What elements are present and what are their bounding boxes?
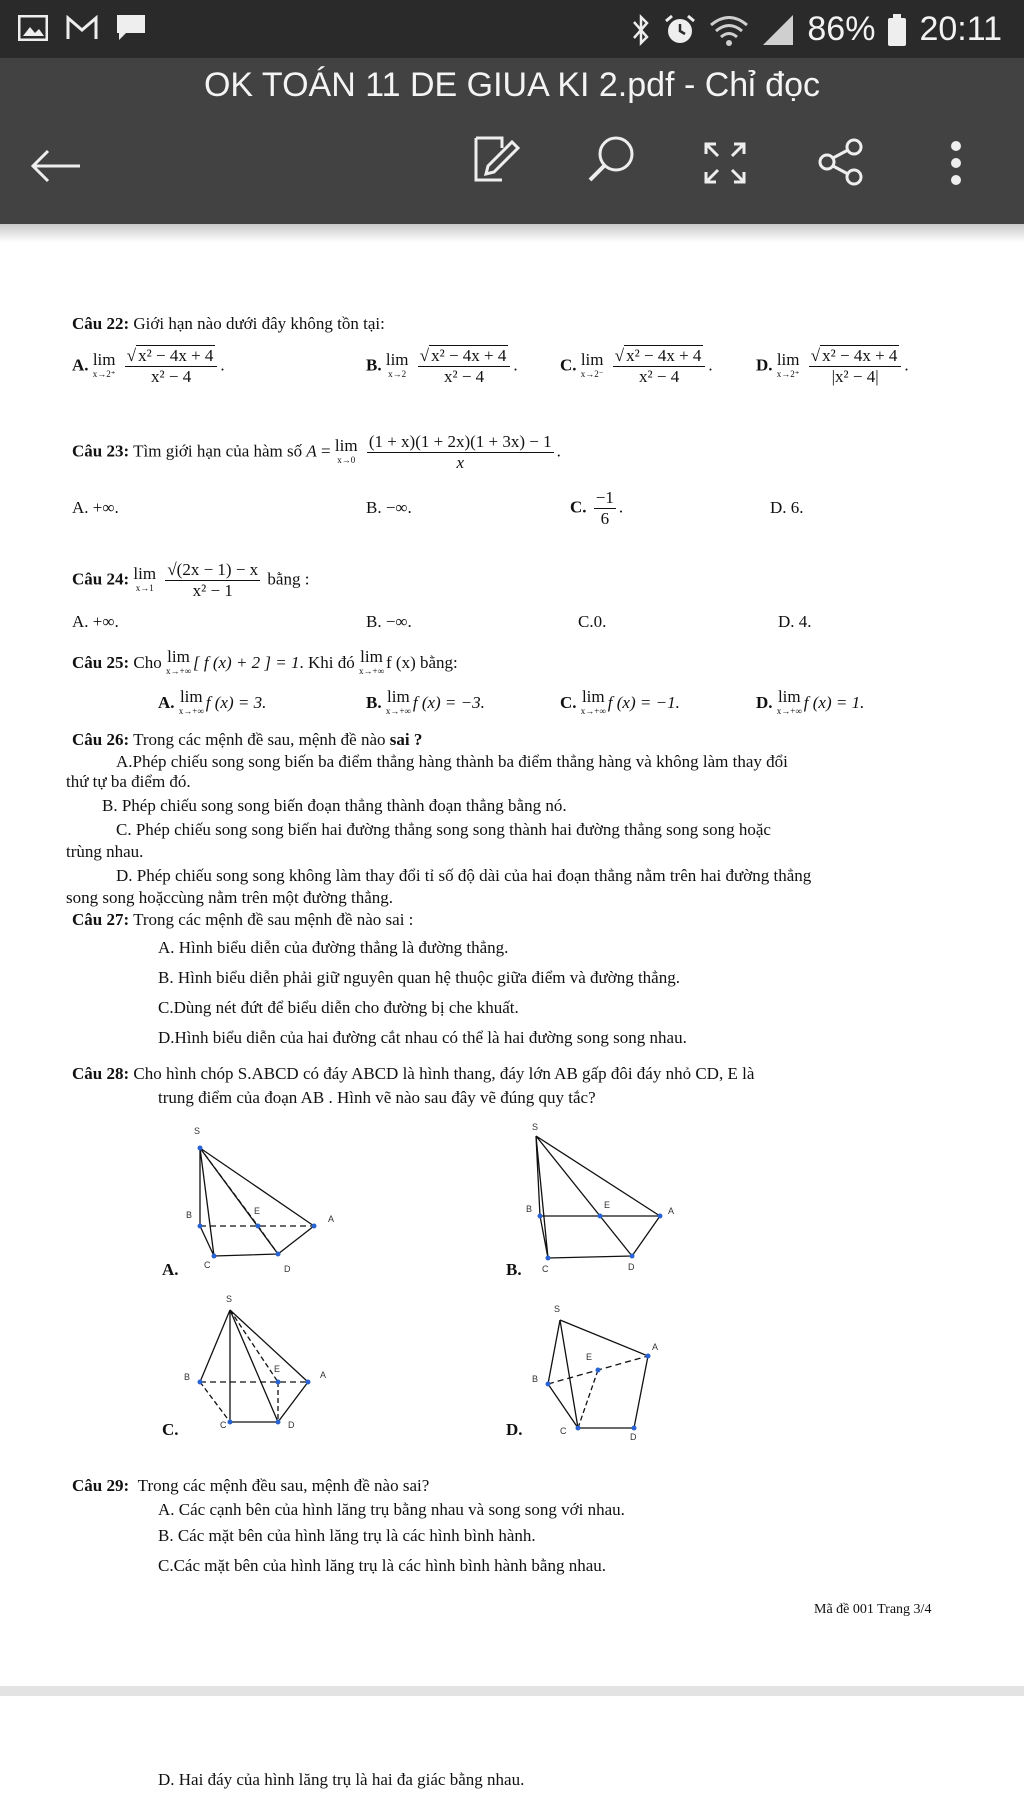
svg-text:S: S <box>194 1126 201 1136</box>
q26-option-b: B. Phép chiếu song song biến đoạn thẳng thành đoạn thẳng bằng nó. <box>102 796 567 815</box>
fullscreen-icon[interactable] <box>704 142 746 184</box>
svg-text:C: C <box>220 1420 227 1430</box>
more-menu-icon[interactable] <box>948 140 964 186</box>
svg-text:C: C <box>204 1260 211 1270</box>
q24-option-a: A. +∞. <box>72 612 119 631</box>
pyramid-figure-d <box>520 1300 700 1440</box>
pyramid-figure-a <box>178 1122 358 1282</box>
message-icon <box>116 14 146 42</box>
q25-prompt: Câu 25: Cho lim x→+∞ [ f (x) + 2 ] = 1. Khi đó lim x→+∞ f (x) bằng: <box>72 647 458 676</box>
svg-text:A: A <box>652 1342 659 1352</box>
svg-text:E: E <box>254 1206 261 1216</box>
q26-prompt: Câu 26: Trong các mệnh đề sau, mệnh đề nào sai ? <box>72 730 423 749</box>
signal-icon <box>761 13 795 47</box>
battery-icon <box>887 13 907 47</box>
q24-option-b: B. −∞. <box>366 612 412 631</box>
gmail-icon <box>66 15 98 41</box>
q22-option-a: A. lim x→2⁺ $\frac{\text{√ x² − 4x + 4}}{\text{x² − 4}}$ . <box>72 346 225 386</box>
svg-text:S: S <box>554 1304 561 1314</box>
svg-text:D: D <box>284 1264 291 1274</box>
back-arrow-icon[interactable] <box>30 148 82 184</box>
svg-text:B: B <box>532 1374 539 1384</box>
q23-option-d: D. 6. <box>770 498 804 517</box>
page-footer: Mã đề 001 Trang 3/4 <box>814 1602 932 1617</box>
q29-option-d: D. Hai đáy của hình lăng trụ là hai đa giác bằng nhau. <box>158 1770 525 1789</box>
search-icon[interactable] <box>586 134 638 184</box>
svg-text:E: E <box>586 1352 593 1362</box>
svg-text:B: B <box>184 1372 191 1382</box>
q22-option-b: B. lim x→2 $\frac{\text{√ x² − 4x + 4}}{\text{x² − 4}}$ . <box>366 346 518 386</box>
q28-option-b-label: B. <box>506 1260 522 1279</box>
svg-text:B: B <box>186 1210 193 1220</box>
q22-option-d: D. lim x→2⁺ $\frac{\text{√ x² − 4x + 4}}{\text{|x² − 4|}}$ . <box>756 346 909 386</box>
q24-option-d: D. 4. <box>778 612 812 631</box>
document-title: OK TOÁN 11 DE GIUA KI 2.pdf - Chỉ đọc <box>203 66 821 104</box>
q29-prompt: Câu 29: Trong các mệnh đều sau, mệnh đề nào sai? <box>72 1476 430 1495</box>
q23-option-c: C. $\frac{-1}{6}$ . <box>570 488 624 528</box>
q26-option-d: D. Phép chiếu song song không làm thay đổi tỉ số độ dài của hai đoạn thẳng nằm trên hai đường thẳng <box>116 866 812 885</box>
notification-icons <box>18 14 146 42</box>
svg-text:D: D <box>288 1420 295 1430</box>
q26-option-c: C. Phép chiếu song song biến hai đường thẳng song song thành hai đường thẳng song song hoặc <box>116 820 771 839</box>
q26-option-a-cont: thứ tự ba điểm đó. <box>66 772 191 791</box>
gallery-icon <box>18 15 48 41</box>
svg-text:A: A <box>328 1214 335 1224</box>
q25-option-a: A. lim x→+∞ f (x) = 3. <box>158 687 267 716</box>
svg-text:C: C <box>560 1426 567 1436</box>
q25-option-d: D. lim x→+∞ f (x) = 1. <box>756 687 865 716</box>
toolbar-shadow <box>0 224 1024 242</box>
q28-option-d-label: D. <box>506 1420 523 1439</box>
svg-text:A: A <box>668 1206 675 1216</box>
q29-option-a: A. Các cạnh bên của hình lăng trụ bằng nhau và song song với nhau. <box>158 1500 625 1519</box>
svg-text:B: B <box>526 1204 533 1214</box>
system-indicators <box>631 10 1002 49</box>
q26-option-a: A.Phép chiếu song song biến ba điểm thẳng hàng thành ba điểm thẳng hàng và không làm thay đổi <box>116 752 788 771</box>
svg-text:E: E <box>274 1364 281 1374</box>
q28-prompt-cont: trung điểm của đoạn AB . Hình vẽ nào sau đây vẽ đúng quy tắc? <box>158 1088 596 1107</box>
svg-text:D: D <box>628 1262 635 1272</box>
q28-option-c-label: C. <box>162 1420 179 1439</box>
q22-prompt: Câu 22: Giới hạn nào dưới đây không tồn tại: <box>72 314 385 333</box>
svg-text:S: S <box>532 1122 539 1132</box>
q28-option-a-label: A. <box>162 1260 179 1279</box>
page-separator <box>0 1686 1024 1696</box>
q23-option-b: B. −∞. <box>366 498 412 517</box>
q27-prompt: Câu 27: Trong các mệnh đề sau mệnh đề nào sai : <box>72 910 414 929</box>
q27-option-b: B. Hình biểu diễn phải giữ nguyên quan hệ thuộc giữa điểm và đường thẳng. <box>158 968 680 987</box>
q26-option-c-cont: trùng nhau. <box>66 842 144 861</box>
svg-text:A: A <box>320 1370 327 1380</box>
status-bar <box>0 0 1024 58</box>
q24-option-c: C.0. <box>578 612 607 631</box>
q24-prompt: Câu 24: lim x→1 $\frac{√(2x - 1) - x}{\text{x² − 1}}$ bằng : <box>72 560 310 600</box>
svg-text:D: D <box>630 1432 637 1440</box>
q28-prompt: Câu 28: Cho hình chóp S.ABCD có đáy ABCD là hình thang, đáy lớn AB gấp đôi đáy nhỏ CD, E là <box>72 1064 755 1083</box>
bluetooth-icon <box>631 13 651 47</box>
q27-option-a: A. Hình biểu diễn của đường thẳng là đường thẳng. <box>158 938 509 957</box>
q25-option-c: C. lim x→+∞ f (x) = −1. <box>560 687 680 716</box>
svg-text:C: C <box>542 1264 549 1274</box>
q25-option-b: B. lim x→+∞ f (x) = −3. <box>366 687 485 716</box>
svg-text:S: S <box>226 1294 233 1304</box>
q23-prompt: Câu 23: Tìm giới hạn của hàm số A = lim x→0 $\frac{(1 + x)(1 + 2x)(1 + 3x) - 1}{x}$ . <box>72 432 561 472</box>
pyramid-figure-b <box>520 1122 700 1282</box>
q26-option-d-cont: song song hoặccùng nằm trên một đường thẳng. <box>66 888 393 907</box>
wifi-icon <box>709 13 749 47</box>
alarm-icon <box>663 13 697 47</box>
q22-option-c: C. lim x→2⁻ $\frac{\text{√ x² − 4x + 4}}{\text{x² − 4}}$ . <box>560 346 713 386</box>
share-icon[interactable] <box>818 138 864 186</box>
q27-option-d: D.Hình biểu diễn của hai đường cắt nhau có thể là hai đường song song nhau. <box>158 1028 687 1047</box>
battery-percent: 86% <box>807 10 876 48</box>
clock: 20:11 <box>919 10 1002 48</box>
q29-option-b: B. Các mặt bên của hình lăng trụ là các hình bình hành. <box>158 1526 536 1545</box>
q27-option-c: C.Dùng nét đứt để biểu diễn cho đường bị che khuất. <box>158 998 519 1017</box>
pyramid-figure-c <box>178 1290 358 1440</box>
q23-option-a: A. +∞. <box>72 498 119 517</box>
app-toolbar <box>0 58 1024 224</box>
edit-pen-icon[interactable] <box>472 134 522 184</box>
svg-text:E: E <box>604 1200 611 1210</box>
q29-option-c: C.Các mặt bên của hình lăng trụ là các hình bình hành bằng nhau. <box>158 1556 607 1575</box>
